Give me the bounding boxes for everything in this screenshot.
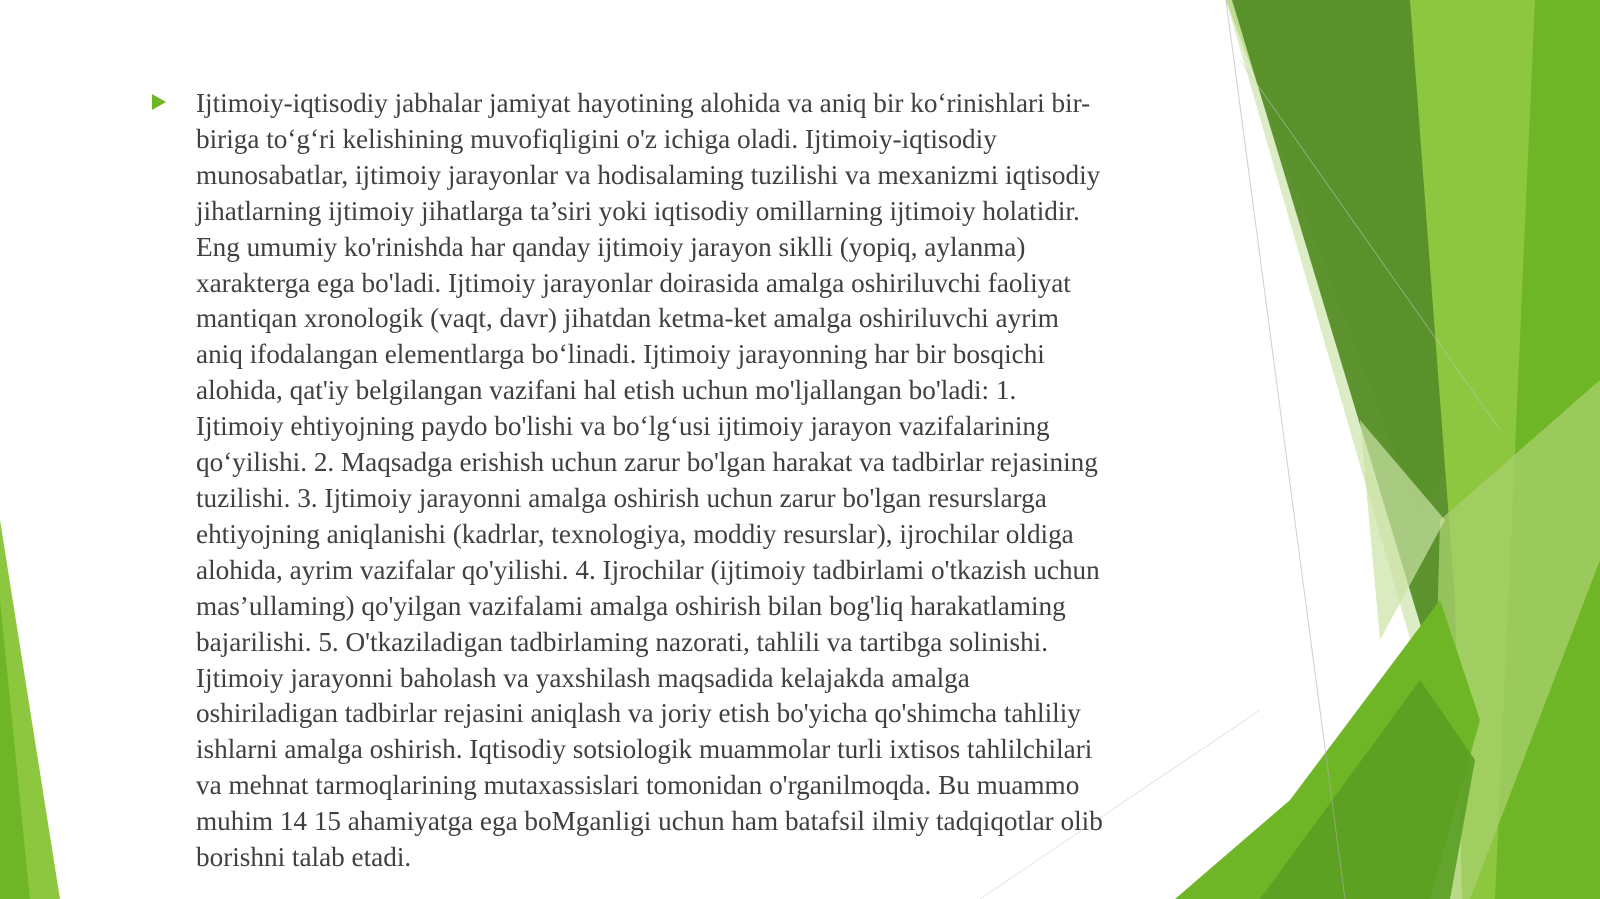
text-line: xarakterga ega bo'ladi. Ijtimoiy jarayonlar doirasida amalga oshiriluvchi faoliyat [196,267,1071,298]
text-line: jihatlarning ijtimoiy jihatlarga ta’siri yoki iqtisodiy omillarning ijtimoiy holatidir. [196,195,1080,226]
text-line: Ijtimoiy-iqtisodiy jabhalar jamiyat hayotining alohida va aniq bir ko‘rinishlari bir- [196,88,1091,118]
text-line: bajarilishi. 5. O'tkaziladigan tadbirlaming nazorati, tahlili va tartibga solinishi. [196,626,1049,657]
body-paragraph [196,86,1200,876]
text-line: borishni talab etadi. [196,842,412,873]
text-line: oshiriladigan tadbirlar rejasini aniqlash va joriy etish bo'yicha qo'shimcha tahliliy [196,698,1081,729]
text-line: alohida, qat'iy belgilangan vazifani hal etish uchun mo'ljallangan bo'ladi: 1. [196,375,1017,406]
triangle-bullet-icon [152,94,166,110]
text-line: munosabatlar, ijtimoiy jarayonlar va hodisalaming tuzilishi va mexanizmi iqtisodiy [196,159,1101,190]
text-line: aniq ifodalangan elementlarga bo‘linadi. Ijtimoiy jarayonning har bir bosqichi [196,339,1045,370]
text-line: Ijtimoiy ehtiyojning paydo bo'lishi va bo‘lg‘usi ijtimoiy jarayon vazifalarining [196,411,1050,442]
text-line: Eng umumiy ko'rinishda har qanday ijtimoiy jarayon siklli (yopiq, aylanma) [196,231,1026,262]
text-line: Ijtimoiy jarayonni baholash va yaxshilash maqsadida kelajakda amalga [196,662,970,693]
text-line: alohida, ayrim vazifalar qo'yilishi. 4. Ijrochilar (ijtimoiy tadbirlami o'tkazish uchun [196,554,1100,585]
text-line: muhim 14 15 ahamiyatga ega boMganligi uchun ham batafsil ilmiy tadqiqotlar olib [196,806,1103,837]
content-area [150,86,1200,876]
text-line: biriga to‘g‘ri kelishining muvofiqligini o'z ichiga oladi. Ijtimoiy-iqtisodiy [196,123,997,154]
text-line: va mehnat tarmoqlarining mutaxassislari tomonidan o'rganilmoqda. Bu muammo [196,770,1080,801]
text-line: mantiqan xronologik (vaqt, davr) jihatdan ketma-ket amalga oshiriluvchi ayrim [196,303,1059,334]
text-line: mas’ullaming) qo'yilgan vazifalami amalga oshirish bilan bog'liq harakatlaming [196,590,1066,621]
text-line: ehtiyojning aniqlanishi (kadrlar, texnologiya, moddiy resurslar), ijrochilar oldiga [196,518,1074,549]
bullet-item [150,86,1200,876]
text-line: tuzilishi. 3. Ijtimoiy jarayonni amalga oshirish uchun zarur bo'lgan resurslarga [196,482,1047,513]
text-line: ishlarni amalga oshirish. Iqtisodiy sotsiologik muammolar turli ixtisos tahlilchilari [196,734,1093,765]
text-line: qo‘yilishi. 2. Maqsadga erishish uchun zarur bo'lgan harakat va tadbirlar rejasining [196,447,1098,478]
